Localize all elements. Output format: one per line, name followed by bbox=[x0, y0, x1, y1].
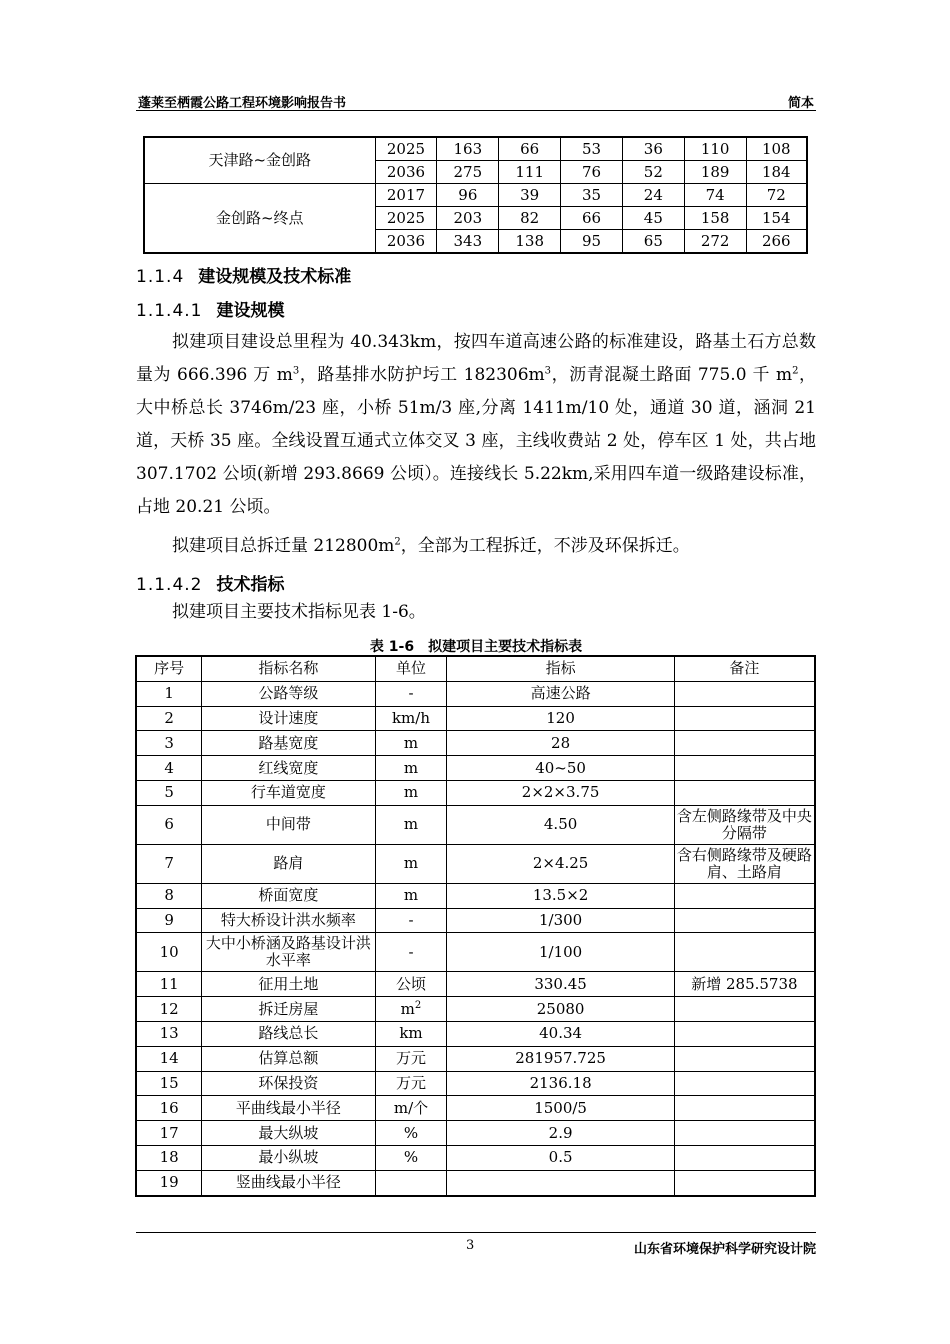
table-cell: 2025 bbox=[375, 137, 437, 161]
table-cell: 最小纵坡 bbox=[202, 1145, 375, 1170]
table-cell: - bbox=[375, 933, 447, 972]
organization-name: 山东省环境保护科学研究设计院 bbox=[633, 1242, 816, 1257]
table-cell: 95 bbox=[561, 230, 623, 254]
superscript: 2 bbox=[414, 999, 422, 1011]
table-cell: 76 bbox=[561, 161, 623, 184]
table-cell: m bbox=[375, 883, 447, 908]
table-cell: m bbox=[375, 780, 447, 805]
section-heading bbox=[136, 262, 351, 287]
table-cell: 203 bbox=[437, 207, 499, 230]
table-cell bbox=[674, 1170, 815, 1195]
table-cell: 8 bbox=[136, 883, 202, 908]
table-row bbox=[136, 1021, 815, 1046]
page-header bbox=[136, 90, 816, 111]
segment-name: 天津路~金创路 bbox=[144, 137, 375, 184]
table-cell bbox=[375, 1170, 447, 1195]
table-cell bbox=[674, 997, 815, 1022]
table-cell: 189 bbox=[684, 161, 746, 184]
table-cell: 特大桥设计洪水频率 bbox=[202, 908, 375, 933]
paragraph-demolition bbox=[136, 530, 816, 563]
paragraph-table-reference: 拟建项目主要技术指标见表 1-6。 bbox=[172, 602, 426, 622]
table-cell: 含左侧路缘带及中央分隔带 bbox=[674, 805, 815, 844]
traffic-volume-table bbox=[143, 136, 808, 254]
table-cell: 36 bbox=[622, 137, 684, 161]
table-cell: m bbox=[375, 805, 447, 844]
table-cell: 环保投资 bbox=[202, 1071, 375, 1096]
subsection-heading bbox=[136, 296, 284, 321]
table-row bbox=[136, 1046, 815, 1071]
table-cell: 2.9 bbox=[447, 1121, 674, 1146]
table-cell: 35 bbox=[561, 184, 623, 207]
table-cell bbox=[674, 780, 815, 805]
column-header: 指标名称 bbox=[202, 656, 375, 681]
table-cell bbox=[674, 1021, 815, 1046]
table-cell bbox=[674, 908, 815, 933]
table-cell: 5 bbox=[136, 780, 202, 805]
table-cell: 330.45 bbox=[447, 972, 674, 997]
table-row bbox=[136, 972, 815, 997]
table-cell: % bbox=[375, 1145, 447, 1170]
column-header: 指标 bbox=[447, 656, 674, 681]
table-cell: 2017 bbox=[375, 184, 437, 207]
table-cell: 66 bbox=[499, 137, 561, 161]
table-cell: 45 bbox=[622, 207, 684, 230]
table-cell: 343 bbox=[437, 230, 499, 254]
table-cell: 10 bbox=[136, 933, 202, 972]
table-caption: 表 1-6 拟建项目主要技术指标表 bbox=[369, 639, 583, 655]
table-row bbox=[144, 137, 807, 161]
table-cell: 11 bbox=[136, 972, 202, 997]
table-cell: m bbox=[375, 756, 447, 781]
table-cell: 18 bbox=[136, 1145, 202, 1170]
table-cell: 39 bbox=[499, 184, 561, 207]
table-cell: m bbox=[375, 731, 447, 756]
table-cell: 266 bbox=[746, 230, 807, 254]
table-cell: - bbox=[375, 908, 447, 933]
table-row bbox=[136, 731, 815, 756]
paragraph-construction-scale bbox=[136, 326, 816, 524]
table-cell bbox=[674, 933, 815, 972]
table-cell: 新增 285.5738 bbox=[674, 972, 815, 997]
section-number: 1.1.4.1 bbox=[136, 301, 203, 321]
page-number: 3 bbox=[466, 1238, 475, 1253]
table-cell: 275 bbox=[437, 161, 499, 184]
table-cell: 含右侧路缘带及硬路肩、土路肩 bbox=[674, 844, 815, 883]
table-row bbox=[136, 1096, 815, 1121]
table-cell: 万元 bbox=[375, 1046, 447, 1071]
table-cell: 13.5×2 bbox=[447, 883, 674, 908]
table-cell: 272 bbox=[684, 230, 746, 254]
table-cell: 158 bbox=[684, 207, 746, 230]
table-cell: 163 bbox=[437, 137, 499, 161]
text-run: ，沥青混凝土路面 775.0 千 m bbox=[551, 365, 793, 385]
table-cell: 40.34 bbox=[447, 1021, 674, 1046]
text-run: ，路基排水防护圬工 182306m bbox=[299, 365, 545, 385]
table-cell: 28 bbox=[447, 731, 674, 756]
table-cell: 1/300 bbox=[447, 908, 674, 933]
footer-rule bbox=[136, 1232, 816, 1233]
table-row bbox=[136, 844, 815, 883]
table-row bbox=[136, 756, 815, 781]
table-cell: 120 bbox=[447, 706, 674, 731]
table-cell: 6 bbox=[136, 805, 202, 844]
table-cell: 17 bbox=[136, 1121, 202, 1146]
table-cell: km/h bbox=[375, 706, 447, 731]
table-cell: 拆迁房屋 bbox=[202, 997, 375, 1022]
table-cell: 4 bbox=[136, 756, 202, 781]
table-cell: 3 bbox=[136, 731, 202, 756]
table-cell: 平曲线最小半径 bbox=[202, 1096, 375, 1121]
table-cell: 中间带 bbox=[202, 805, 375, 844]
table-cell: 19 bbox=[136, 1170, 202, 1195]
table-row bbox=[136, 997, 815, 1022]
text-run: ，大中桥总长 3746m/23 座，小桥 51m/3 座,分离 1411m/10 处，通道 30 道，涵洞 21 道，天桥 35 座。全线设置互通式立体交叉 3 座，主线收费站 2 处，停车区 1 处，共占地 307.1702 公顷(新增 293.8669 公顷）。连接线长 5.22km,采用四车道一级路建设标准，占地 20.21 公顷。 bbox=[136, 365, 817, 517]
column-header: 序号 bbox=[136, 656, 202, 681]
table-cell: 路基宽度 bbox=[202, 731, 375, 756]
section-title: 建设规模及技术标准 bbox=[198, 267, 352, 287]
table-cell: 7 bbox=[136, 844, 202, 883]
column-header: 备注 bbox=[674, 656, 815, 681]
table-row bbox=[136, 1071, 815, 1096]
section-number: 1.1.4.2 bbox=[136, 575, 203, 595]
table-cell: 14 bbox=[136, 1046, 202, 1071]
table-row bbox=[136, 908, 815, 933]
table-cell: 设计速度 bbox=[202, 706, 375, 731]
superscript: 2 bbox=[792, 365, 799, 377]
table-cell: 2 bbox=[136, 706, 202, 731]
text-run: ，全部为工程拆迁，不涉及环保拆迁。 bbox=[400, 536, 690, 556]
table-cell: 1 bbox=[136, 681, 202, 706]
table-row bbox=[136, 1170, 815, 1195]
table-cell bbox=[674, 1145, 815, 1170]
table-cell: 12 bbox=[136, 997, 202, 1022]
table-row bbox=[136, 883, 815, 908]
table-cell: 路线总长 bbox=[202, 1021, 375, 1046]
table-cell: 万元 bbox=[375, 1071, 447, 1096]
table-cell: 65 bbox=[622, 230, 684, 254]
document-title: 蓬莱至栖霞公路工程环境影响报告书 bbox=[138, 96, 347, 111]
table-cell: 2136.18 bbox=[447, 1071, 674, 1096]
table-cell: 估算总额 bbox=[202, 1046, 375, 1071]
table-cell: 16 bbox=[136, 1096, 202, 1121]
table-cell: 0.5 bbox=[447, 1145, 674, 1170]
section-title: 建设规模 bbox=[216, 301, 285, 321]
technical-indicators-table bbox=[135, 655, 816, 1197]
table-cell: 13 bbox=[136, 1021, 202, 1046]
table-cell bbox=[447, 1170, 674, 1195]
table-row bbox=[136, 805, 815, 844]
superscript: 3 bbox=[544, 365, 552, 377]
superscript: 3 bbox=[292, 365, 300, 377]
table-cell: % bbox=[375, 1121, 447, 1146]
table-header-row bbox=[136, 656, 815, 681]
table-row bbox=[136, 1121, 815, 1146]
subsection-heading bbox=[136, 570, 284, 595]
table-cell: 281957.725 bbox=[447, 1046, 674, 1071]
table-cell: 公路等级 bbox=[202, 681, 375, 706]
superscript: 2 bbox=[394, 536, 401, 548]
table-cell: - bbox=[375, 681, 447, 706]
table-cell bbox=[674, 1046, 815, 1071]
table-row bbox=[136, 706, 815, 731]
table-cell: 15 bbox=[136, 1071, 202, 1096]
table-cell: 2×4.25 bbox=[447, 844, 674, 883]
table-cell: 桥面宽度 bbox=[202, 883, 375, 908]
table-cell: 最大纵坡 bbox=[202, 1121, 375, 1146]
table-cell: m/个 bbox=[375, 1096, 447, 1121]
table-cell: 2036 bbox=[375, 230, 437, 254]
section-title: 技术指标 bbox=[216, 575, 285, 595]
table-cell: 竖曲线最小半径 bbox=[202, 1170, 375, 1195]
table-cell: 红线宽度 bbox=[202, 756, 375, 781]
table-cell: 1500/5 bbox=[447, 1096, 674, 1121]
table-cell: 72 bbox=[746, 184, 807, 207]
table-cell: 40~50 bbox=[447, 756, 674, 781]
table-cell: 110 bbox=[684, 137, 746, 161]
table-cell: m bbox=[375, 844, 447, 883]
table-cell: 公顷 bbox=[375, 972, 447, 997]
table-cell: 24 bbox=[622, 184, 684, 207]
section-number: 1.1.4 bbox=[136, 267, 185, 287]
table-row bbox=[136, 1145, 815, 1170]
table-cell: 大中小桥涵及路基设计洪水平率 bbox=[202, 933, 375, 972]
table-cell bbox=[674, 883, 815, 908]
table-cell: 66 bbox=[561, 207, 623, 230]
table-row bbox=[136, 933, 815, 972]
table-cell: 2025 bbox=[375, 207, 437, 230]
table-cell: 154 bbox=[746, 207, 807, 230]
table-cell bbox=[674, 1071, 815, 1096]
unit-text: m bbox=[400, 999, 415, 1018]
table-cell bbox=[674, 681, 815, 706]
table-cell: 4.50 bbox=[447, 805, 674, 844]
table-cell bbox=[375, 997, 447, 1022]
table-cell: 111 bbox=[499, 161, 561, 184]
table-row bbox=[136, 780, 815, 805]
table-cell bbox=[674, 731, 815, 756]
table-cell bbox=[674, 756, 815, 781]
table-cell: 1/100 bbox=[447, 933, 674, 972]
table-cell: 138 bbox=[499, 230, 561, 254]
text-run: 拟建项目总拆迁量 212800m bbox=[172, 536, 395, 556]
table-cell: km bbox=[375, 1021, 447, 1046]
table-cell: 82 bbox=[499, 207, 561, 230]
table-cell: 25080 bbox=[447, 997, 674, 1022]
table-cell: 高速公路 bbox=[447, 681, 674, 706]
table-cell: 108 bbox=[746, 137, 807, 161]
table-cell: 96 bbox=[437, 184, 499, 207]
table-cell: 9 bbox=[136, 908, 202, 933]
table-cell: 52 bbox=[622, 161, 684, 184]
table-cell: 53 bbox=[561, 137, 623, 161]
table-cell: 74 bbox=[684, 184, 746, 207]
table-cell: 征用土地 bbox=[202, 972, 375, 997]
table-cell bbox=[674, 706, 815, 731]
document-edition: 简本 bbox=[787, 96, 814, 111]
segment-name: 金创路~终点 bbox=[144, 184, 375, 254]
column-header: 单位 bbox=[375, 656, 447, 681]
table-cell: 行车道宽度 bbox=[202, 780, 375, 805]
table-cell bbox=[674, 1096, 815, 1121]
table-cell: 2036 bbox=[375, 161, 437, 184]
table-row bbox=[136, 681, 815, 706]
table-cell: 184 bbox=[746, 161, 807, 184]
text-run: 拟建项目建设总里程为 40.343km，按四车道高速公路的标准建设，路基土石方总数量为 666.396 万 m bbox=[136, 332, 816, 385]
table-cell: 2×2×3.75 bbox=[447, 780, 674, 805]
table-cell bbox=[674, 1121, 815, 1146]
table-row bbox=[144, 184, 807, 207]
table-cell: 路肩 bbox=[202, 844, 375, 883]
